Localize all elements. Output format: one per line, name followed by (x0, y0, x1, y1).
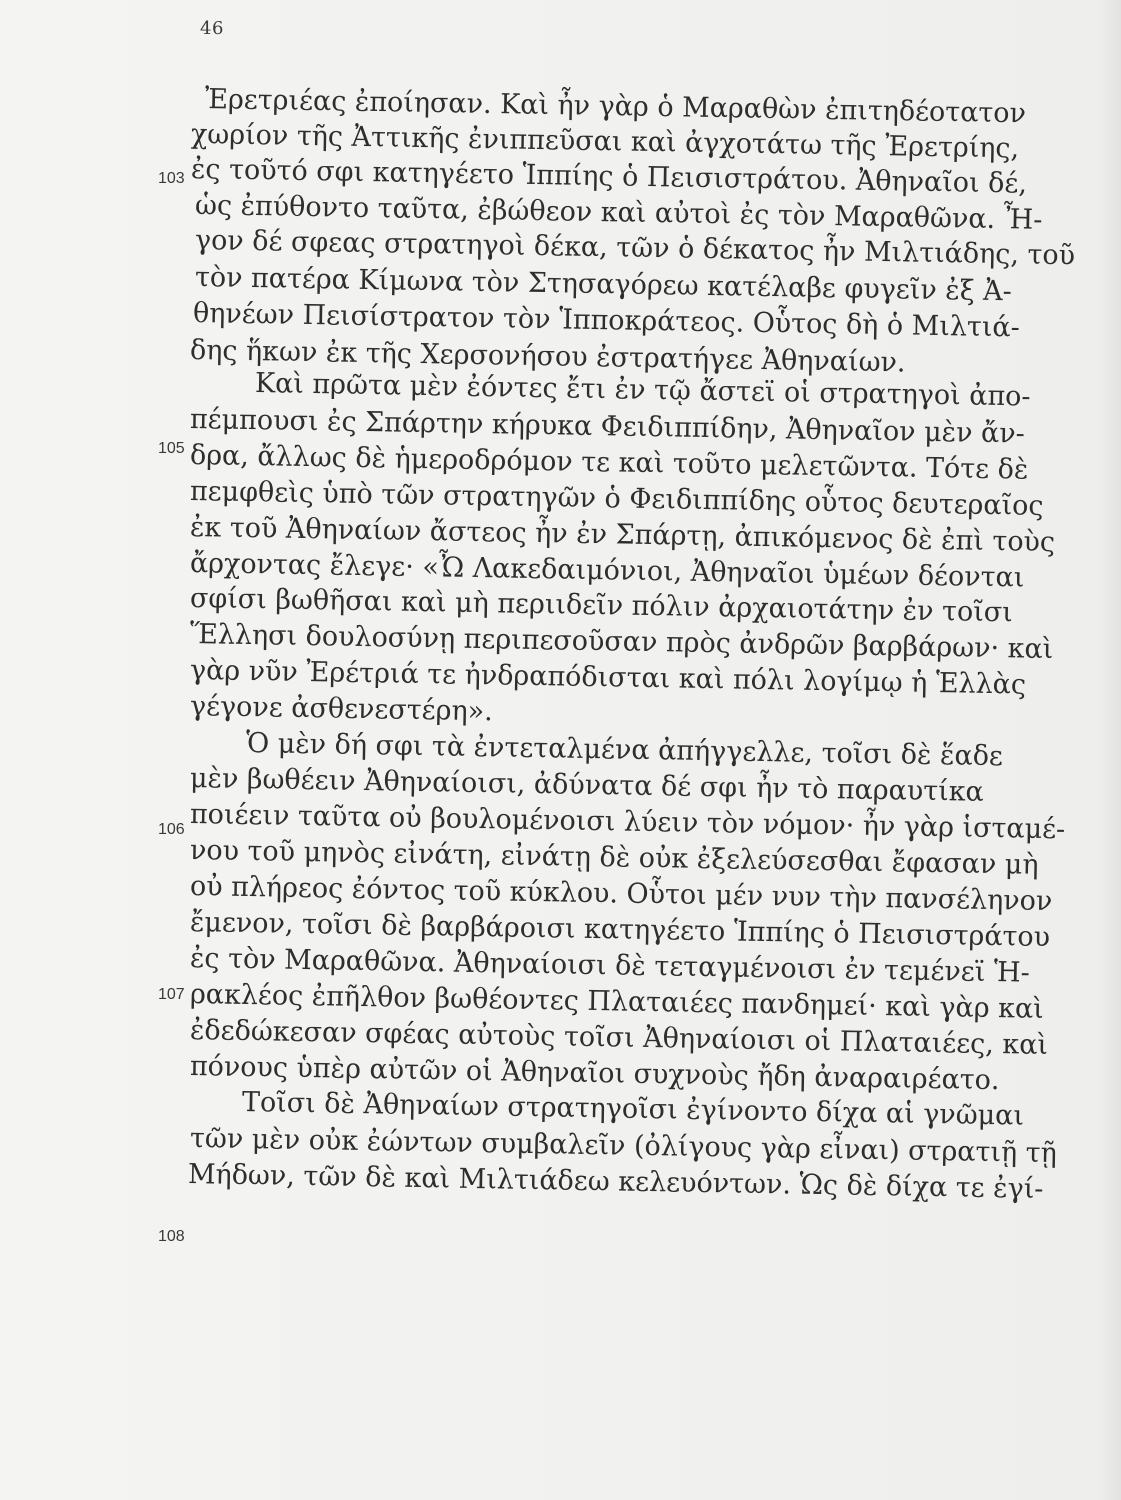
text-line: Ὁ μὲν δή σφι τὰ ἐντεταλμένα ἀπήγγελλε, τοῖσι δὲ ἕαδε (245, 727, 1004, 773)
text-line: ἐς τὸν Μαραθῶνα. Ἀθηναίοισι δὲ τεταγμένοισι ἐν τεμένεϊ Ἡ- (189, 942, 1031, 989)
text-line: Ἐρετριέας ἐποίησαν. Καὶ ἦν γὰρ ὁ Μαραθὼν ἐπιτηδέοτατον (204, 83, 1027, 130)
margin-number: 103 (158, 170, 185, 187)
text-line: ὡς ἐπύθοντο ταῦτα, ἐβώθεον καὶ αὐτοὶ ἐς τὸν Μαραθῶνα. Ἦ- (194, 189, 1043, 236)
text-line: μὲν βωθέειν Ἀθηναίοισι, ἀδύνατα δέ σφι ἦν τὸ παραυτίκα (189, 762, 985, 808)
text-line: ἐκ τοῦ Ἀθηναίων ἄστεος ἦν ἐν Σπάρτῃ, ἀπικόμενος δὲ ἐπὶ τοὺς (189, 511, 1056, 559)
page-edge-shadow (1099, 0, 1121, 1500)
text-line: θηνέων Πεισίστρατον τὸν Ἱπποκράτεος. Οὗτος δὴ ὁ Μιλτιά- (192, 297, 1020, 344)
margin-number: 107 (158, 986, 185, 1003)
margin-number: 106 (158, 821, 185, 838)
text-line: σφίσι βωθῆσαι καὶ μὴ περιιδεῖν πόλιν ἀρχαιοτάτην ἐν τοῖσι (189, 582, 1014, 629)
text-line: ἔμενον, τοῖσι δὲ βαρβάροισι κατηγέετο Ἱππίης ὁ Πεισιστράτου (189, 906, 1051, 954)
text-line: πέμπουσι ἐς Σπάρτην κήρυκα Φειδιππίδην, Ἀθηναῖον μὲν ἄν- (189, 403, 1026, 450)
text-line: δης ἥκων ἐκ τῆς Χερσονήσου ἐστρατήγεε Ἀθηναίων. (189, 334, 906, 379)
text-line: πεμφθεὶς ὑπὸ τῶν στρατηγῶν ὁ Φειδιππίδης οὗτος δευτεραῖος (189, 475, 1044, 522)
text-line: γον δέ σφεας στρατηγοὶ δέκα, τῶν ὁ δέκατος ἦν Μιλτιάδης, τοῦ (194, 224, 1076, 272)
text-line: νου τοῦ μηνὸς εἰνάτη, εἰνάτῃ δὲ οὐκ ἐξελεύσεσθαι ἔφασαν μὴ (189, 834, 1039, 881)
text-line: γὰρ νῦν Ἐρέτριά τε ἠνδραπόδισται καὶ πόλι λογίμῳ ἡ Ἑλλὰς (189, 654, 1027, 701)
text-line: ἐς τοῦτό σφι κατηγέετο Ἱππίης ὁ Πεισιστράτου. Ἀθηναῖοι δέ, (190, 153, 1028, 200)
text-line: Μήδων, τῶν δὲ καὶ Μιλτιάδεω κελευόντων. Ὡς δὲ δίχα τε ἐγί- (187, 1158, 1044, 1205)
margin-number: 108 (158, 1228, 185, 1245)
text-line: Τοῖσι δὲ Ἀθηναίων στρατηγοῖσι ἐγίνοντο δίχα αἱ γνῶμαι (241, 1086, 1025, 1132)
text-line: Καὶ πρῶτα μὲν ἐόντες ἔτι ἐν τῷ ἄστεϊ οἱ στρατηγοὶ ἀπο- (254, 367, 1031, 413)
text-line: ἄρχοντας ἔλεγε· «Ὦ Λακεδαιμόνιοι, Ἀθηναῖοι ὑμέων δέονται (189, 547, 1025, 594)
margin-number: 105 (158, 440, 185, 457)
text-line: Ἕλλησι δουλοσύνῃ περιπεσοῦσαν πρὸς ἀνδρῶν βαρβάρων· καὶ (189, 618, 1054, 666)
text-line: τὸν πατέρα Κίμωνα τὸν Στησαγόρεω κατέλαβε φυγεῖν ἐξ Ἀ- (194, 261, 1013, 308)
text-line: δρα, ἄλλως δὲ ἡμεροδρόμον τε καὶ τοῦτο μελετῶντα. Τότε δὲ (189, 439, 1029, 486)
page-number: 46 (200, 18, 224, 39)
text-line: ἐδεδώκεσαν σφέας αὐτοὺς τοῖσι Ἀθηναίοισι οἱ Πλαταιέες, καὶ (189, 1014, 1049, 1061)
text-line: τῶν μὲν οὐκ ἐώντων συμβαλεῖν (ὀλίγους γὰρ εἶναι) στρατιῇ τῇ (189, 1122, 1058, 1170)
text-line: πόνους ὑπὲρ αὐτῶν οἱ Ἀθηναῖοι συχνοὺς ἤδη ἀναραιρέατο. (189, 1050, 1000, 1097)
text-line: ποιέειν ταῦτα οὐ βουλομένοισι λύειν τὸν νόμον· ἦν γὰρ ἱσταμέ- (189, 798, 1066, 846)
text-line: οὐ πλήρεος ἐόντος τοῦ κύκλου. Οὗτοι μέν νυν τὴν πανσέληνον (189, 870, 1053, 918)
text-line: γέγονε ἀσθενεστέρη». (189, 690, 493, 728)
text-line: χωρίον τῆς Ἀττικῆς ἐνιππεῦσαι καὶ ἀγχοτάτω τῆς Ἐρετρίης, (190, 118, 1020, 165)
text-line: ρακλέος ἐπῆλθον βωθέοντες Πλαταιέες πανδημεί· καὶ γὰρ καὶ (189, 978, 1045, 1025)
